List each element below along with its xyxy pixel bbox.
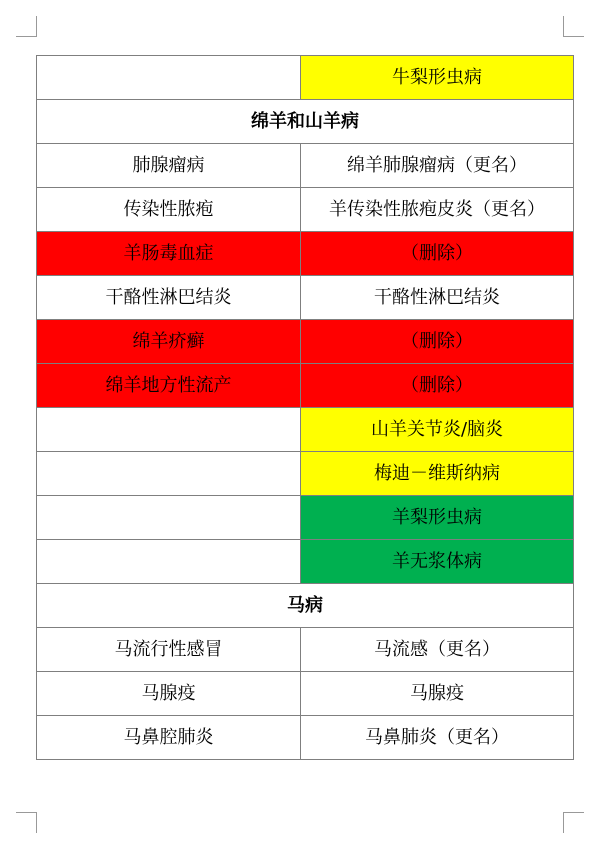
- table-row: [37, 672, 574, 716]
- table-row: [37, 188, 574, 232]
- new-name-cell: （删除）: [301, 320, 574, 364]
- old-name-cell: [37, 452, 301, 496]
- new-name-cell: 羊无浆体病: [301, 540, 574, 584]
- old-name-cell: 马鼻腔肺炎: [37, 716, 301, 760]
- old-name-cell: 传染性脓疱: [37, 188, 301, 232]
- table-row: [37, 452, 574, 496]
- new-name-cell: 梅迪－维斯纳病: [301, 452, 574, 496]
- table-row: [37, 408, 574, 452]
- new-name-cell: 绵羊肺腺瘤病（更名）: [301, 144, 574, 188]
- table-row: [37, 56, 574, 100]
- table-row: [37, 232, 574, 276]
- table-row: [37, 144, 574, 188]
- table-row: [37, 628, 574, 672]
- new-name-cell: 马腺疫: [301, 672, 574, 716]
- old-name-cell: 肺腺瘤病: [37, 144, 301, 188]
- new-name-cell: 山羊关节炎/脑炎: [301, 408, 574, 452]
- old-name-cell: [37, 540, 301, 584]
- old-name-cell: 马流行性感冒: [37, 628, 301, 672]
- new-name-cell: 羊梨形虫病: [301, 496, 574, 540]
- old-name-cell: 绵羊地方性流产: [37, 364, 301, 408]
- old-name-cell: [37, 496, 301, 540]
- crop-mark-top-right: [563, 16, 584, 37]
- new-name-cell: 马鼻肺炎（更名）: [301, 716, 574, 760]
- section-header-row: [37, 584, 574, 628]
- table-row: [37, 496, 574, 540]
- table-row: [37, 540, 574, 584]
- new-name-cell: 牛梨形虫病: [301, 56, 574, 100]
- crop-mark-top-left: [16, 16, 37, 37]
- old-name-cell: 干酪性淋巴结炎: [37, 276, 301, 320]
- crop-mark-bottom-right: [563, 812, 584, 833]
- table-row: [37, 320, 574, 364]
- disease-table: [36, 55, 574, 760]
- new-name-cell: 羊传染性脓疱皮炎（更名）: [301, 188, 574, 232]
- table-row: [37, 364, 574, 408]
- section-header-sheep-goat: 绵羊和山羊病: [37, 100, 574, 144]
- old-name-cell: 绵羊疥癣: [37, 320, 301, 364]
- new-name-cell: （删除）: [301, 232, 574, 276]
- table-row: [37, 716, 574, 760]
- new-name-cell: 马流感（更名）: [301, 628, 574, 672]
- section-header-row: [37, 100, 574, 144]
- table-row: [37, 276, 574, 320]
- old-name-cell: 羊肠毒血症: [37, 232, 301, 276]
- section-header-horse: 马病: [37, 584, 574, 628]
- new-name-cell: 干酪性淋巴结炎: [301, 276, 574, 320]
- old-name-cell: 马腺疫: [37, 672, 301, 716]
- old-name-cell: [37, 408, 301, 452]
- new-name-cell: （删除）: [301, 364, 574, 408]
- crop-mark-bottom-left: [16, 812, 37, 833]
- old-name-cell: [37, 56, 301, 100]
